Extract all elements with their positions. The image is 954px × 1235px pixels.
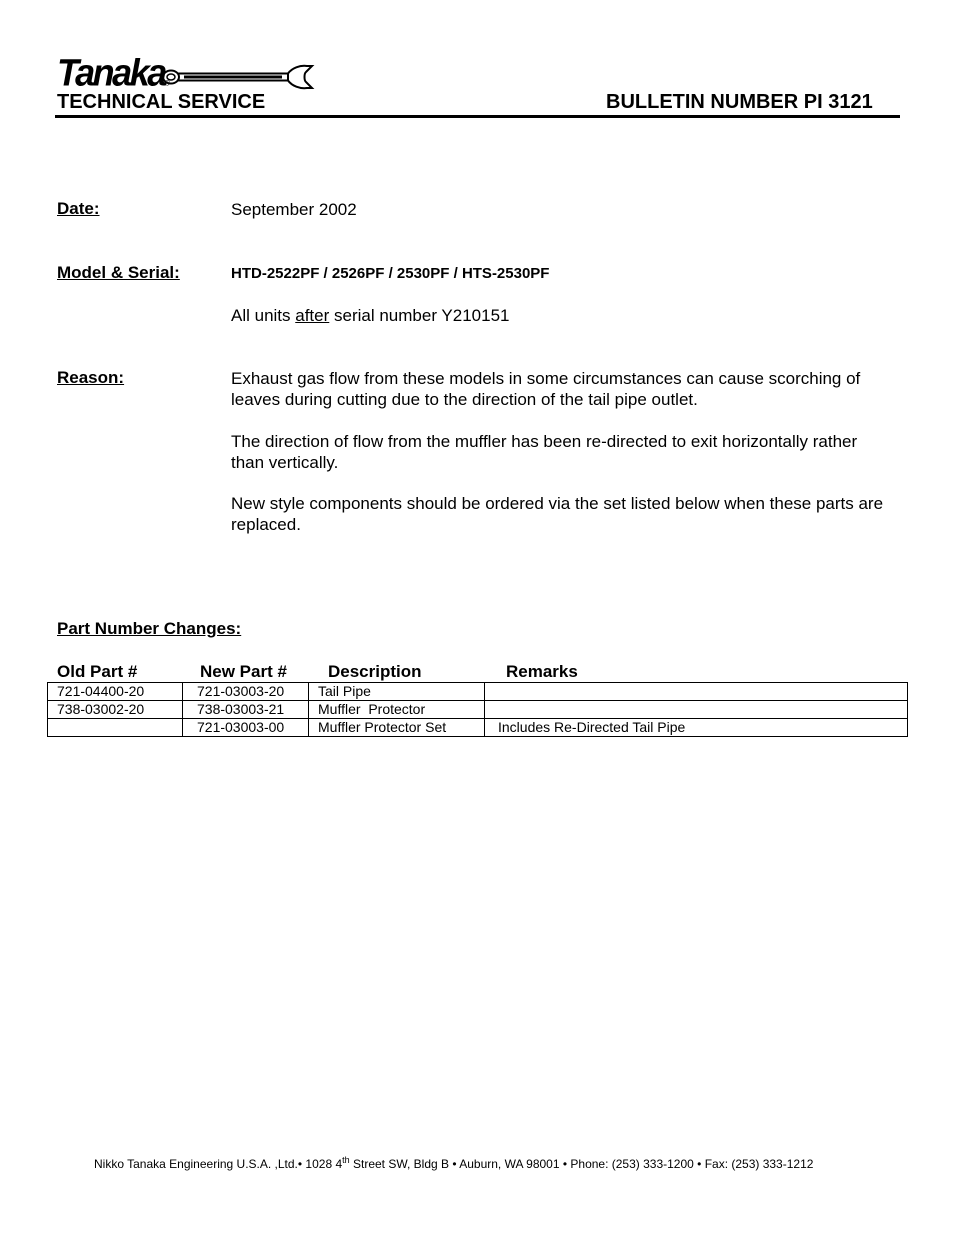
company-address-footer — [94, 1152, 813, 1172]
wrench-icon — [160, 64, 318, 90]
serial-note — [231, 305, 509, 326]
column-header-remarks: Remarks — [506, 662, 578, 681]
reason-paragraph-1: Exhaust gas flow from these models in some circumstances can cause scorching of leaves during cutting due to the direction of the tail pipe outlet. — [231, 369, 861, 409]
reason-label: Reason: — [57, 368, 125, 387]
old-part-cell — [48, 719, 183, 737]
date-value: September 2002 — [231, 200, 357, 219]
remarks-cell — [485, 683, 908, 701]
table-row — [48, 701, 908, 719]
new-part-cell: 738-03003-21 — [183, 701, 309, 719]
part-changes-label: Part Number Changes: — [57, 619, 242, 638]
table-row — [48, 683, 908, 701]
footer-ordinal: th — [342, 1155, 350, 1165]
date-label: Date: — [57, 199, 100, 218]
description-cell: Muffler Protector Set — [309, 719, 485, 737]
part-changes-table — [47, 682, 908, 737]
document-type-title: TECHNICAL SERVICE — [57, 91, 266, 113]
registered-mark: ® — [164, 80, 170, 88]
model-list: HTD-2522PF / 2526PF / 2530PF / HTS-2530PF — [231, 265, 550, 282]
reason-paragraph-2: The direction of flow from the muffler has been re-directed to exit horizontally rather than vertically. — [231, 432, 858, 472]
column-header-new-part: New Part # — [200, 662, 287, 681]
remarks-cell — [485, 701, 908, 719]
serial-note-suffix: serial number Y210151 — [329, 306, 510, 325]
new-part-cell: 721-03003-20 — [183, 683, 309, 701]
old-part-cell: 738-03002-20 — [48, 701, 183, 719]
serial-note-emphasis: after — [295, 306, 330, 325]
serial-note-prefix: All units — [231, 306, 296, 325]
column-header-old-part: Old Part # — [57, 662, 138, 681]
brand-logo-text: Tanaka — [57, 50, 165, 94]
column-header-description: Description — [328, 662, 422, 681]
reason-paragraph-3: New style components should be ordered via the set listed below when these parts are replaced. — [231, 494, 884, 534]
description-cell: Tail Pipe — [309, 683, 485, 701]
bulletin-number: BULLETIN NUMBER PI 3121 — [606, 91, 873, 113]
remarks-cell: Includes Re-Directed Tail Pipe — [485, 719, 908, 737]
new-part-cell: 721-03003-00 — [183, 719, 309, 737]
description-cell: Muffler Protector — [309, 701, 485, 719]
header-divider — [55, 115, 900, 118]
footer-prefix: Nikko Tanaka Engineering U.S.A. ,Ltd.• 1028 4 — [94, 1157, 343, 1171]
old-part-cell: 721-04400-20 — [48, 683, 183, 701]
footer-suffix: Street SW, Bldg B • Auburn, WA 98001 • Phone: (253) 333-1200 • Fax: (253) 333-1212 — [349, 1157, 814, 1171]
table-row — [48, 719, 908, 737]
model-serial-label: Model & Serial: — [57, 263, 180, 282]
